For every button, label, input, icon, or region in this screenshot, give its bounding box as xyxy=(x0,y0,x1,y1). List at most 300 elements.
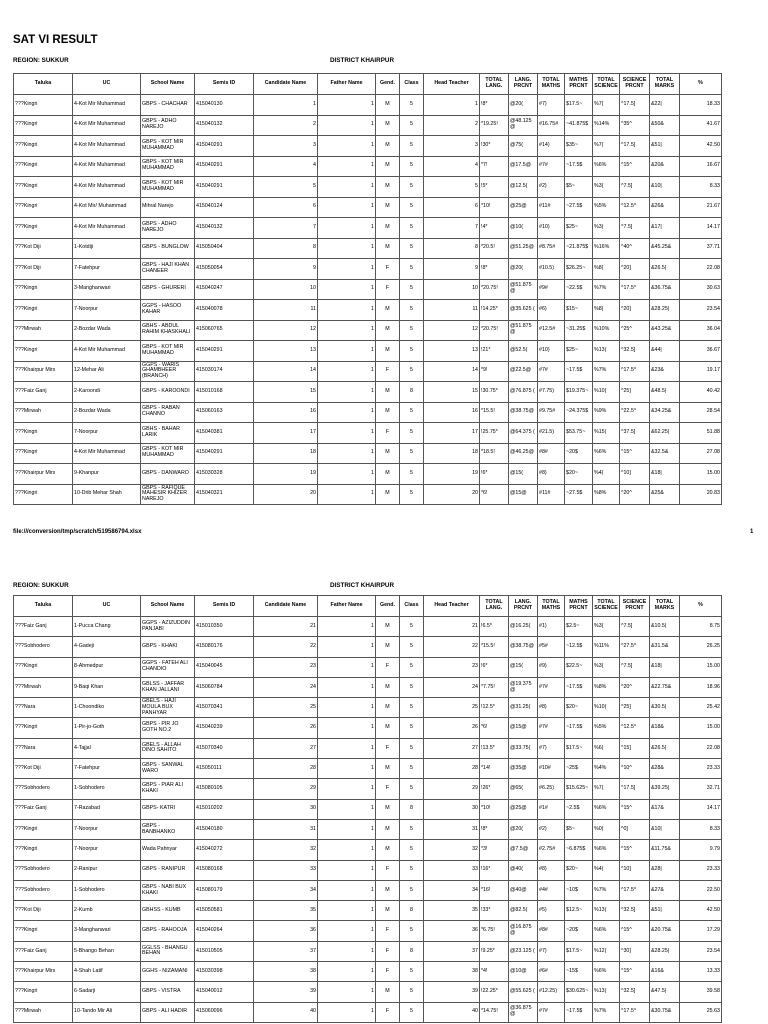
table-cell: $25~ xyxy=(565,218,593,239)
table-cell: 415040291 xyxy=(195,156,254,177)
table-cell: 1 xyxy=(318,95,376,116)
table-cell: 37.71 xyxy=(680,238,722,259)
table-cell: M xyxy=(376,901,400,921)
table-cell: 11 xyxy=(424,300,480,321)
table-cell: 4-Kot Mir Muhammad xyxy=(73,156,141,177)
table-cell: $17.5~ xyxy=(565,95,593,116)
table-cell: %7( xyxy=(593,136,620,157)
table-cell: GBPS - PIAR ALI KHAKI xyxy=(141,779,195,799)
table-cell: ???Faiz Ganj xyxy=(14,941,73,961)
table-cell: 8.75 xyxy=(680,617,722,637)
table-cell: &16& xyxy=(650,962,680,982)
table-cell: 39 xyxy=(254,982,318,1002)
table-cell: ^20^ xyxy=(620,677,650,697)
table-cell: M xyxy=(376,982,400,1002)
table-cell: 5 xyxy=(400,819,424,839)
table-cell: 5 xyxy=(400,402,424,423)
table-cell: GBPS- KATRI xyxy=(141,799,195,819)
table-cell: @15@ xyxy=(509,718,538,738)
table-cell: 32.71 xyxy=(680,779,722,799)
column-header: UC xyxy=(73,74,141,95)
page-number: 1 xyxy=(750,529,754,535)
table-cell: 5 xyxy=(400,95,424,116)
table-cell: *15.5! xyxy=(480,402,509,423)
table-cell: 415060096 xyxy=(195,1002,254,1022)
table-cell: ???Faiz Ganj xyxy=(14,617,73,637)
table-cell: ^12.5^ xyxy=(620,718,650,738)
table-cell: *10! xyxy=(480,799,509,819)
table-cell: 5 xyxy=(400,341,424,362)
table-cell: 5 xyxy=(400,1002,424,1022)
table-cell: @31.25( xyxy=(509,698,538,718)
table-cell: 415050111 xyxy=(195,759,254,779)
table-cell: F xyxy=(376,962,400,982)
table-cell: ???Kingri xyxy=(14,443,73,464)
table-cell: 37 xyxy=(254,941,318,961)
table-cell: 22 xyxy=(254,637,318,657)
table-cell: 15.00 xyxy=(680,464,722,485)
table-cell: &10| xyxy=(650,177,680,198)
table-cell: &30.75& xyxy=(650,1002,680,1022)
table-row xyxy=(14,464,722,485)
table-cell: ???Kingri xyxy=(14,218,73,239)
table-cell: %4( xyxy=(593,464,620,485)
table-cell: 3 xyxy=(424,136,480,157)
table-cell: 1 xyxy=(318,962,376,982)
table-cell: 14.17 xyxy=(680,799,722,819)
table-cell: 415010168 xyxy=(195,382,254,403)
table-cell: @19.375 @ xyxy=(509,677,538,697)
table-cell: GBPS - KAROONDI xyxy=(141,382,195,403)
table-row xyxy=(14,382,722,403)
table-cell: M xyxy=(376,197,400,218)
table-cell: GBPS - RAFIQUE MAHESIR KHIZER NAREJO xyxy=(141,484,195,505)
table-header-row xyxy=(14,74,722,95)
table-cell: 22.08 xyxy=(680,259,722,280)
table-cell: 9-Baqi Khan xyxy=(73,677,141,697)
table-cell: 35 xyxy=(254,901,318,921)
table-cell: %5% xyxy=(593,197,620,218)
table-cell: 34 xyxy=(424,880,480,900)
table-row xyxy=(14,880,722,900)
table-cell: @20( xyxy=(509,819,538,839)
table-cell: 415040130 xyxy=(195,95,254,116)
table-cell: ^12.5^ xyxy=(620,197,650,218)
table-cell: 1 xyxy=(424,95,480,116)
table-cell: 16 xyxy=(254,402,318,423)
table-cell: &22.75& xyxy=(650,677,680,697)
column-header: Taluka xyxy=(14,596,73,617)
table-cell: M xyxy=(376,218,400,239)
table-cell: @38.75@ xyxy=(509,402,538,423)
table-cell: 1 xyxy=(318,779,376,799)
table-cell: #7# xyxy=(538,156,565,177)
table-cell: ???Khairpur Mirs xyxy=(14,361,73,382)
table-cell: #1) xyxy=(538,617,565,637)
table-cell: 14.17 xyxy=(680,218,722,239)
table-cell: ^25^ xyxy=(620,320,650,341)
table-cell: M xyxy=(376,617,400,637)
column-header: Head Teacher xyxy=(424,74,480,95)
table-cell: $20~ xyxy=(565,860,593,880)
table-cell: 7-Noorpur xyxy=(73,300,141,321)
table-cell: 1 xyxy=(318,657,376,677)
table-cell: GBHSS - KUMB xyxy=(141,901,195,921)
table-cell: #11# xyxy=(538,197,565,218)
table-cell: $17.5~ xyxy=(565,941,593,961)
table-cell: 21 xyxy=(424,617,480,637)
table-row xyxy=(14,402,722,423)
table-cell: $53.75~ xyxy=(565,423,593,444)
table-cell: $22.5~ xyxy=(565,657,593,677)
table-row xyxy=(14,156,722,177)
table-cell: &10| xyxy=(650,819,680,839)
table-cell: #8# xyxy=(538,921,565,941)
table-cell: 415080179 xyxy=(195,880,254,900)
table-cell: *20.5! xyxy=(480,238,509,259)
table-cell: &34.25& xyxy=(650,402,680,423)
table-cell: #12.25) xyxy=(538,982,565,1002)
table-cell: 33 xyxy=(254,860,318,880)
table-cell: *6! xyxy=(480,718,509,738)
table-cell: ~20$ xyxy=(565,921,593,941)
table-cell: 5 xyxy=(400,177,424,198)
table-cell: ~12.5$ xyxy=(565,637,593,657)
table-cell: GBPS - KHAKI xyxy=(141,637,195,657)
table-cell: %15( xyxy=(593,423,620,444)
table-cell: F xyxy=(376,860,400,880)
table-cell: ???Kingri xyxy=(14,819,73,839)
table-cell: %7% xyxy=(593,1002,620,1022)
table-cell: !4* xyxy=(480,218,509,239)
table-cell: #8) xyxy=(538,860,565,880)
table-cell: %11% xyxy=(593,637,620,657)
footer-path: file:///conversion/tmp/scratch/519586794.xlsx xyxy=(13,529,142,535)
table-cell: 9 xyxy=(424,259,480,280)
table-cell: 51.88 xyxy=(680,423,722,444)
table-cell: 1 xyxy=(318,443,376,464)
table-cell: ???Sobhodero xyxy=(14,779,73,799)
table-cell: 23.54 xyxy=(680,300,722,321)
table-cell: %7% xyxy=(593,279,620,300)
table-cell: ???Kingri xyxy=(14,840,73,860)
table-cell: @46.25@ xyxy=(509,443,538,464)
results-table-page2 xyxy=(13,595,722,1023)
table-cell: 415040124 xyxy=(195,197,254,218)
region-label-page2: REGION: SUKKUR xyxy=(13,582,69,589)
table-cell: 9-Khanpur xyxy=(73,464,141,485)
table-cell: 415010202 xyxy=(195,799,254,819)
table-cell: 415030328 xyxy=(195,464,254,485)
table-cell: #7# xyxy=(538,718,565,738)
table-cell: M xyxy=(376,341,400,362)
table-cell: 5 xyxy=(400,136,424,157)
table-cell: ^17.5] xyxy=(620,95,650,116)
table-cell: 16.67 xyxy=(680,156,722,177)
table-cell: M xyxy=(376,320,400,341)
table-cell: !14.25* xyxy=(480,300,509,321)
table-cell: 38 xyxy=(424,962,480,982)
table-cell: 1 xyxy=(318,361,376,382)
table-cell: 38 xyxy=(254,962,318,982)
table-cell: 20.83 xyxy=(680,484,722,505)
table-cell: 415040291 xyxy=(195,136,254,157)
table-cell: M xyxy=(376,156,400,177)
table-cell: 1 xyxy=(318,677,376,697)
table-cell: #5# xyxy=(538,637,565,657)
table-cell: 19 xyxy=(424,464,480,485)
table-row xyxy=(14,238,722,259)
table-cell: 6 xyxy=(424,197,480,218)
table-cell: 4-Shah Latif xyxy=(73,962,141,982)
table-row xyxy=(14,718,722,738)
table-cell: ~10$ xyxy=(565,880,593,900)
table-cell: 18 xyxy=(424,443,480,464)
table-cell: 4-Kot Mir Muhammad xyxy=(73,218,141,239)
table-cell: 14 xyxy=(254,361,318,382)
table-cell: ???Mirwah xyxy=(14,1002,73,1022)
table-cell: M xyxy=(376,177,400,198)
table-cell: ???Kot Diji xyxy=(14,901,73,921)
table-cell: GBPS - RABAN CHANNO xyxy=(141,402,195,423)
table-row xyxy=(14,300,722,321)
table-cell: @22.5@ xyxy=(509,361,538,382)
table-cell: %7% xyxy=(593,361,620,382)
table-cell: ^25] xyxy=(620,382,650,403)
table-cell: M xyxy=(376,136,400,157)
table-cell: 1 xyxy=(318,136,376,157)
table-cell: GBPS - DANWARO xyxy=(141,464,195,485)
table-cell: @23.125 ( xyxy=(509,941,538,961)
table-cell: 27.08 xyxy=(680,443,722,464)
table-header-row xyxy=(14,596,722,617)
table-row xyxy=(14,738,722,758)
table-cell: ^7.5] xyxy=(620,657,650,677)
table-cell: *15.5! xyxy=(480,637,509,657)
table-cell: GBPS - HAJI KHAN CHANEER xyxy=(141,259,195,280)
table-cell: 415030398 xyxy=(195,962,254,982)
table-cell: &51| xyxy=(650,136,680,157)
table-row xyxy=(14,941,722,961)
table-cell: 1 xyxy=(318,799,376,819)
table-cell: 23 xyxy=(424,657,480,677)
table-cell: 5 xyxy=(400,443,424,464)
column-header: Taluka xyxy=(14,74,73,95)
table-cell: 7-Razabad xyxy=(73,799,141,819)
table-cell: 5 xyxy=(400,840,424,860)
table-cell: 1 xyxy=(318,177,376,198)
table-cell: #7) xyxy=(538,95,565,116)
table-cell: ^10] xyxy=(620,464,650,485)
table-cell: M xyxy=(376,819,400,839)
table-cell: 415040012 xyxy=(195,982,254,1002)
table-row xyxy=(14,982,722,1002)
table-cell: M xyxy=(376,484,400,505)
table-cell: %8% xyxy=(593,484,620,505)
table-cell: *16! xyxy=(480,880,509,900)
table-cell: &26.5| xyxy=(650,738,680,758)
table-cell: 415050581 xyxy=(195,901,254,921)
table-cell: %8% xyxy=(593,677,620,697)
table-cell: 36.67 xyxy=(680,341,722,362)
table-cell: 415040132 xyxy=(195,115,254,136)
table-row xyxy=(14,95,722,116)
table-cell: #6.25) xyxy=(538,779,565,799)
table-row xyxy=(14,657,722,677)
table-cell: 2-Bozdar Wada xyxy=(73,320,141,341)
table-cell: 415060163 xyxy=(195,402,254,423)
table-cell: 5 xyxy=(400,320,424,341)
table-cell: %4( xyxy=(593,860,620,880)
table-row xyxy=(14,779,722,799)
table-cell: ???Khairpur Mirs xyxy=(14,464,73,485)
table-cell: 11 xyxy=(254,300,318,321)
table-cell: 1 xyxy=(318,921,376,941)
table-cell: #8) xyxy=(538,464,565,485)
table-cell: $30.625~ xyxy=(565,982,593,1002)
table-cell: 415040180 xyxy=(195,819,254,839)
table-cell: 15.00 xyxy=(680,718,722,738)
table-cell: ^40^ xyxy=(620,238,650,259)
table-cell: ???Mirwah xyxy=(14,320,73,341)
table-cell: F xyxy=(376,279,400,300)
table-cell: !30.75* xyxy=(480,382,509,403)
table-cell: @20( xyxy=(509,95,538,116)
table-cell: GBHS - ABDUL RAHIM KHASKHALI xyxy=(141,320,195,341)
table-cell: F xyxy=(376,361,400,382)
table-cell: 1 xyxy=(318,115,376,136)
table-cell: 18 xyxy=(254,443,318,464)
table-cell: GBPS - KOT MIR MUHAMMAD xyxy=(141,341,195,362)
table-cell: @40@ xyxy=(509,880,538,900)
table-cell: $2.5~ xyxy=(565,617,593,637)
table-cell: &43.25& xyxy=(650,320,680,341)
table-cell: 12-Mehar Ali xyxy=(73,361,141,382)
table-cell: *7.75! xyxy=(480,677,509,697)
table-cell: M xyxy=(376,880,400,900)
table-cell: 1 xyxy=(318,982,376,1002)
table-cell: ^35^ xyxy=(620,115,650,136)
table-cell: ~25$ xyxy=(565,759,593,779)
table-cell: 27 xyxy=(254,738,318,758)
table-cell: 15 xyxy=(254,382,318,403)
table-cell: 4-Kot Mir Muhammad xyxy=(73,341,141,362)
table-cell: 1 xyxy=(318,341,376,362)
table-cell: @15( xyxy=(509,657,538,677)
table-cell: F xyxy=(376,921,400,941)
table-cell: %3( xyxy=(593,177,620,198)
table-row xyxy=(14,197,722,218)
table-cell: ???Kingri xyxy=(14,484,73,505)
table-cell: 13 xyxy=(254,341,318,362)
table-cell: !30* xyxy=(480,136,509,157)
table-cell: M xyxy=(376,95,400,116)
table-cell: &32.5& xyxy=(650,443,680,464)
table-cell: &28.25| xyxy=(650,300,680,321)
table-cell: 415010505 xyxy=(195,941,254,961)
table-cell: 6 xyxy=(254,197,318,218)
table-cell: *20.75! xyxy=(480,279,509,300)
table-cell: #6) xyxy=(538,300,565,321)
table-cell: $5~ xyxy=(565,177,593,198)
table-cell: ^15^ xyxy=(620,840,650,860)
table-cell: GBLSS - JAFFAR KHAN JALLANI xyxy=(141,677,195,697)
table-cell: ^15] xyxy=(620,738,650,758)
table-cell: 1-Pir-jo-Goth xyxy=(73,718,141,738)
table-cell: ^30] xyxy=(620,941,650,961)
table-cell: 5 xyxy=(400,156,424,177)
table-cell: ^22.5^ xyxy=(620,402,650,423)
table-cell: ???Sobhodero xyxy=(14,637,73,657)
table-cell: %6% xyxy=(593,443,620,464)
table-cell: GBELS - HAJI MOULA BUX PANHYAR xyxy=(141,698,195,718)
table-cell: GBPS - RAHOOJA xyxy=(141,921,195,941)
table-cell: 25 xyxy=(254,698,318,718)
table-cell: %8( xyxy=(593,300,620,321)
table-cell: 415040239 xyxy=(195,718,254,738)
table-cell: 8 xyxy=(400,941,424,961)
table-cell: 5 xyxy=(400,300,424,321)
table-cell: GBPS - ADHO NAREJO xyxy=(141,218,195,239)
table-cell: ???Kingri xyxy=(14,300,73,321)
table-cell: ^15^ xyxy=(620,921,650,941)
table-cell: #7) xyxy=(538,738,565,758)
table-cell: 10-Tando Mir Ali xyxy=(73,1002,141,1022)
table-cell: ^20^ xyxy=(620,484,650,505)
table-cell: 5 xyxy=(400,962,424,982)
table-cell: ~6.875$ xyxy=(565,840,593,860)
table-cell: @10( xyxy=(509,218,538,239)
table-cell: 8 xyxy=(400,799,424,819)
table-cell: GBPS - RANIPUR xyxy=(141,860,195,880)
table-cell: @65( xyxy=(509,779,538,799)
column-header: School Name xyxy=(141,74,195,95)
table-cell: ???Mirwah xyxy=(14,677,73,697)
table-cell: 8 xyxy=(400,901,424,921)
table-cell: #14) xyxy=(538,136,565,157)
table-cell: ???Kot Diji xyxy=(14,259,73,280)
table-cell: !33* xyxy=(480,901,509,921)
table-cell: GGHS - NIZAMANI xyxy=(141,962,195,982)
table-cell: #11# xyxy=(538,484,565,505)
table-cell: #7# xyxy=(538,1002,565,1022)
table-cell: M xyxy=(376,637,400,657)
table-cell: 1 xyxy=(318,617,376,637)
table-cell: 39.58 xyxy=(680,982,722,1002)
table-cell: 415040247 xyxy=(195,279,254,300)
table-row xyxy=(14,443,722,464)
table-cell: M xyxy=(376,799,400,819)
table-cell: #9.75# xyxy=(538,402,565,423)
table-cell: ~24.375$ xyxy=(565,402,593,423)
table-cell: 23.54 xyxy=(680,941,722,961)
table-cell: $25~ xyxy=(565,341,593,362)
table-cell: ^17.5] xyxy=(620,779,650,799)
table-cell: GBPS - BUNGLOW xyxy=(141,238,195,259)
table-cell: &47.5| xyxy=(650,982,680,1002)
table-cell: 8 xyxy=(400,382,424,403)
table-cell: ~2.5$ xyxy=(565,799,593,819)
table-cell: !6.5* xyxy=(480,617,509,637)
table-cell: ^7.5] xyxy=(620,218,650,239)
table-cell: ???Kingri xyxy=(14,115,73,136)
table-cell: %5% xyxy=(593,718,620,738)
table-cell: 4-Gadeji xyxy=(73,637,141,657)
table-cell: @35.625 ( xyxy=(509,300,538,321)
table-cell: &17& xyxy=(650,799,680,819)
column-header: LANG. PRCNT xyxy=(509,596,538,617)
table-cell: 37 xyxy=(424,941,480,961)
